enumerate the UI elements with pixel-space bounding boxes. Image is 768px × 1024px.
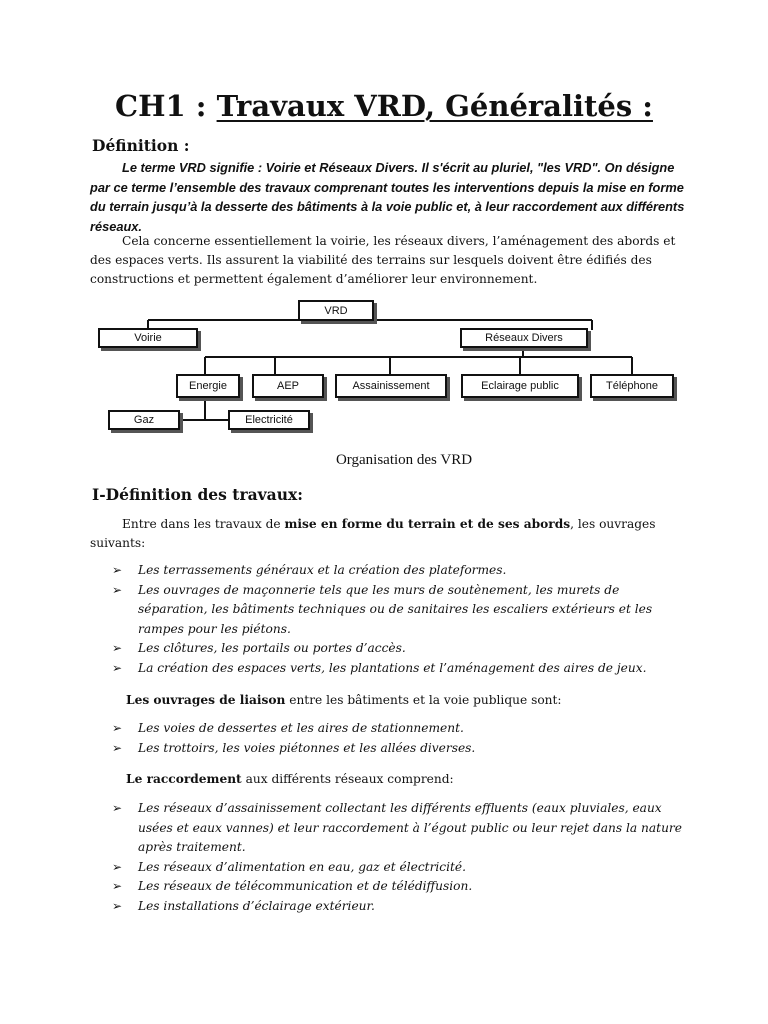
- list-item: [112, 799, 684, 858]
- page-title: [0, 86, 768, 126]
- title-underlined: Travaux VRD, Généralités :: [216, 89, 653, 123]
- definition-bold-text: Le terme VRD signifie : Voirie et Réseaux Divers. Il s'écrit au pluriel, "les VRD". On désigne par ce terme l’ensemble des travaux comprenant toutes les interventions depuis la mise en forme du terrain jusqu’à la desserte des bâtiments à la voie public et, à leur raccordement aux différents réseaux.: [90, 160, 685, 234]
- arrow-bullet-icon: ➢: [112, 563, 123, 577]
- diagram-node-reseaux-divers: Réseaux Divers: [460, 328, 588, 348]
- definition-bold-paragraph: [90, 158, 686, 236]
- diagram-node-assainissement: Assainissement: [335, 374, 447, 398]
- list-item-text: Les réseaux d’alimentation en eau, gaz et électricité.: [138, 859, 467, 874]
- list-item-text: Les ouvrages de maçonnerie tels que les murs de soutènement, les murets de séparation, les bâtiments techniques ou de sanitaires les escaliers extérieurs et les rampes pour les piétons.: [138, 582, 653, 636]
- list-item-text: Les clôtures, les portails ou portes d’accès.: [138, 641, 406, 655]
- arrow-bullet-icon: ➢: [112, 660, 123, 675]
- list-item-text: Les trottoirs, les voies piétonnes et les allées diverses.: [138, 740, 476, 755]
- liaison-intro: [126, 691, 686, 710]
- diagram-node-telephone: Téléphone: [590, 374, 674, 398]
- arrow-bullet-icon: ➢: [112, 721, 123, 735]
- intro-before: Entre dans les travaux de: [122, 517, 285, 531]
- list-item-text: Les réseaux de télécommunication et de télédiffusion.: [138, 879, 473, 893]
- list-item: [112, 581, 684, 640]
- arrow-bullet-icon: ➢: [112, 582, 123, 597]
- diagram-node-vrd: VRD: [298, 300, 374, 321]
- list-item: [112, 897, 684, 917]
- diagram-node-gaz: Gaz: [108, 410, 180, 430]
- works-list: [112, 561, 684, 678]
- definition-plain-text: Cela concerne essentiellement la voirie, les réseaux divers, l’aménagement des abords et des espaces verts. Ils assurent la viabilité des terrains sur lesquels doivent être édifiés des constructions et permettent également d’améliorer leur environnement.: [90, 234, 676, 286]
- arrow-bullet-icon: ➢: [112, 859, 123, 874]
- intro-after: , les ouvrages suivants:: [90, 517, 656, 550]
- diagram-node-energie: Energie: [176, 374, 240, 398]
- list-item-text: La création des espaces verts, les plantations et l’aménagement des aires de jeux.: [138, 660, 647, 675]
- list-item: [112, 877, 684, 897]
- list-item-text: Les voies de dessertes et les aires de stationnement.: [138, 721, 464, 735]
- raccord-list: [112, 799, 684, 916]
- liaison-rest: entre les bâtiments et la voie publique sont:: [285, 693, 562, 707]
- list-item-text: Les réseaux d’assainissement collectant les différents effluents (eaux pluviales, eaux usées et eaux vannes) et leur raccordement à l’égout public ou leur rejet dans la nature après traitement.: [138, 801, 682, 854]
- liaison-list: [112, 719, 684, 758]
- list-item: [112, 739, 684, 759]
- diagram-node-aep: AEP: [252, 374, 324, 398]
- intro-bold: mise en forme du terrain et de ses abords: [284, 517, 571, 531]
- list-item-text: Les terrassements généraux et la création des plateformes.: [138, 563, 507, 577]
- section1-intro: [90, 515, 690, 553]
- diagram-node-voirie: Voirie: [98, 328, 198, 348]
- definition-heading: Définition :: [92, 136, 190, 155]
- liaison-bold: Les ouvrages de liaison: [126, 693, 286, 707]
- list-item: [112, 561, 684, 581]
- diagram-node-electricite: Electricité: [228, 410, 310, 430]
- list-item-text: Les installations d’éclairage extérieur.: [138, 898, 375, 913]
- title-prefix: CH1 :: [115, 89, 217, 123]
- raccord-intro: [126, 770, 686, 789]
- section1-heading: I-Définition des travaux:: [92, 485, 303, 504]
- definition-plain-paragraph: [90, 232, 686, 289]
- arrow-bullet-icon: ➢: [112, 801, 123, 815]
- arrow-bullet-icon: ➢: [112, 740, 123, 755]
- raccord-rest: aux différents réseaux comprend:: [241, 772, 454, 786]
- list-item: [112, 858, 684, 878]
- list-item: [112, 659, 684, 679]
- arrow-bullet-icon: ➢: [112, 641, 123, 655]
- arrow-bullet-icon: ➢: [112, 879, 123, 893]
- diagram-caption: Organisation des VRD: [335, 452, 473, 468]
- list-item: [112, 719, 684, 739]
- list-item: [112, 639, 684, 659]
- arrow-bullet-icon: ➢: [112, 898, 123, 913]
- diagram-node-eclairage-public: Eclairage public: [461, 374, 579, 398]
- raccord-bold: Le raccordement: [126, 772, 242, 786]
